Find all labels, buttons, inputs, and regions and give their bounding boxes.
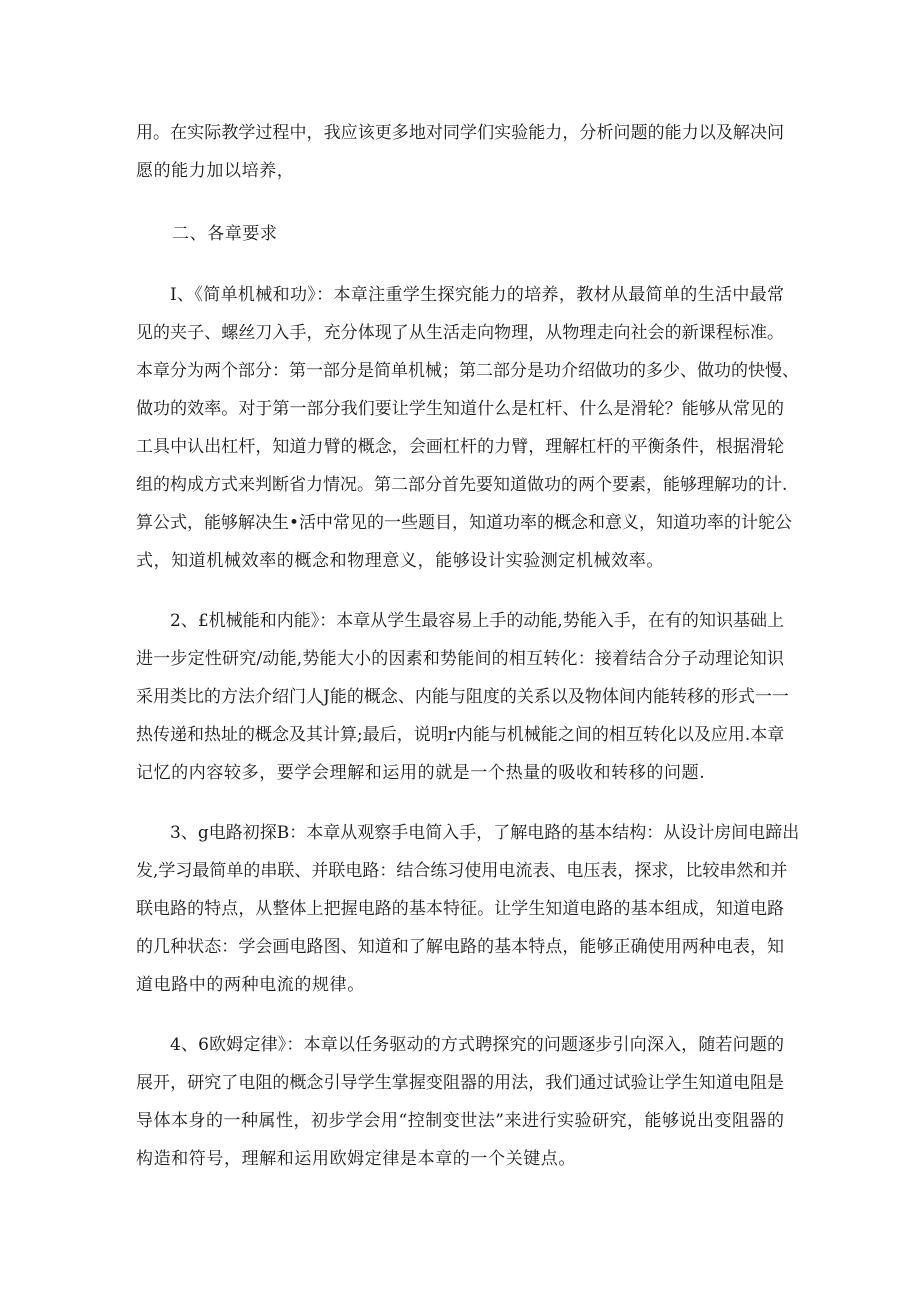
chapter-2-line-3: 采用类比的方法介绍门人J能的概念、内能与阻度的关系以及物体间内能转移的形式一一 [136,687,789,707]
chapter-3-line-5: 道电路中的两种电流的规律。 [136,975,365,995]
chapter-3-line-2: 发,学习最简单的串联、并联电路：结合练习使用电流表、电压表，探求，比较串然和并 [136,861,788,881]
chapter-1-line-1: I、《简单机械和功》：本章注重学生探究能力的培养，教材从最简单的生活中最常 [170,285,784,305]
chapter-4-line-4: 构造和符号，理解和运用欧姆定律是本章的一个关键点。 [136,1149,576,1169]
section-heading: 二、各章要求 [172,224,278,244]
chapter-4-line-1: 4、6欧姆定律》：本章以任务驱动的方式聘探究的问题逐步引向深入，随若问题的 [170,1035,784,1055]
chapter-1-line-4: 做功的效率。对于第一部分我们要让学生知道什么是杠杆、什么是滑轮？能够从常见的 [136,399,784,419]
chapter-4-line-3: 导体本身的一种属性，初步学会用“控制变世法”来进行实验研究，能够说出变阻器的 [136,1111,784,1131]
chapter-1-line-6: 组的构成方式来判断省力情况。第二部分首先要知道做功的两个要素，能够理解功的计. [136,475,788,495]
chapter-1-line-7: 算公式，能够解决生•活中常见的一些题目，知道功率的概念和意义，知道功率的计鸵公 [136,513,793,533]
chapter-2-line-2: 进一步定性研究/动能,势能大小的因素和势能间的相互转化：接着结合分子动理论知识 [136,649,784,669]
chapter-2-line-5: 记忆的内容较多，要学会理解和运用的就是一个热量的吸收和转移的问题. [136,763,706,783]
intro-line-1: 用。在实际教学过程中，我应该更多地对同学们实验能力，分析问题的能力以及解决问 [136,123,784,143]
chapter-1-line-8: 式，知道机械效率的概念和物理意义，能够设计实验测定机械效率。 [136,551,664,571]
chapter-2-line-4: 热传递和热址的概念及其计算;最后，说明r内能与机械能之间的相互转化以及应用.本章 [136,725,785,745]
chapter-2-line-1: 2、£机械能和内能》：本章从学生最容易上手的动能,势能入手，在有的知识基础上 [170,611,784,631]
chapter-3-line-3: 联电路的特点，从整体上把握电路的基本特征。让学生知道电路的基本组成，知道电路 [136,899,784,919]
chapter-1-line-2: 见的夹子、螺丝刀入手，充分体现了从生活走向物理，从物理走向社会的新课程标准。 [136,323,784,343]
intro-line-2: 愿的能力加以培养， [136,161,295,181]
chapter-4-line-2: 展开，研究了电阻的概念引导学生掌握变阻器的用法，我们通过试验让学生知道电阻是 [136,1073,784,1093]
chapter-3-line-1: 3、g电路初探B：本章从观察手电简入手，了解电路的基本结构：从设计房间电蹄出 [170,823,800,843]
chapter-1-line-3: 本章分为两个部分：第一部分是简单机械；第二部分是功介绍做功的多少、做功的快慢、 [136,361,799,381]
chapter-3-line-4: 的几种状态：学会画电路图、知道和了解电路的基本特点，能够正确使用两种电表，知 [136,937,784,957]
chapter-1-line-5: 工具中认出杠杆，知道力臂的概念，会画杠杆的力臂，理解杠杆的平衡条件，根据滑轮 [136,437,784,457]
